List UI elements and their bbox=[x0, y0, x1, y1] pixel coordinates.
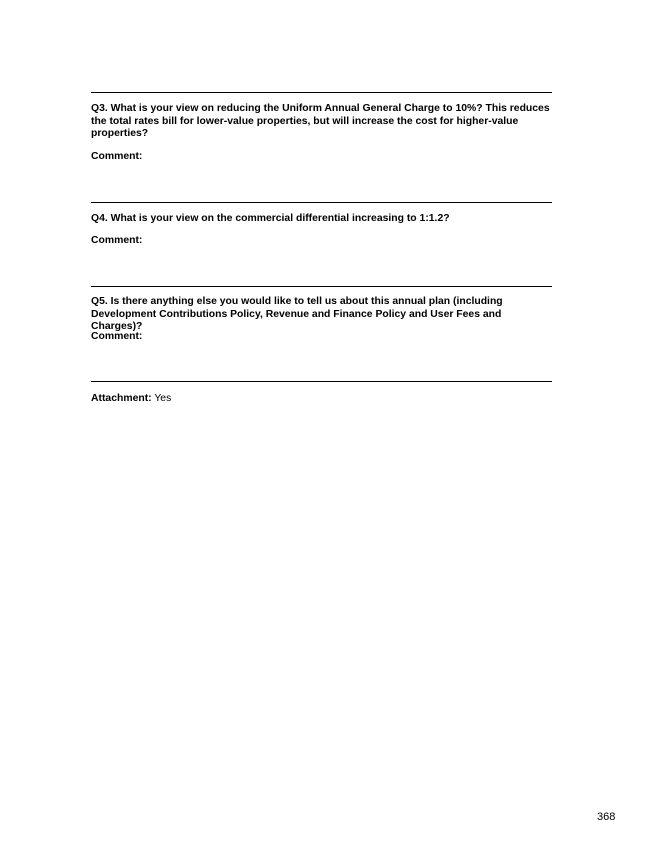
attachment-value: Yes bbox=[154, 393, 172, 404]
question-q4: Q4. What is your view on the commercial differential increasing to 1:1.2? bbox=[91, 213, 450, 224]
comment-label-q5: Comment: bbox=[91, 331, 143, 342]
question-q3: Q3. What is your view on reducing the Uniform Annual General Charge to 10%? This reduces the total rates bill for lower-value properties, but will increase the cost for higher-value properties? bbox=[91, 103, 550, 140]
page-number: 368 bbox=[597, 811, 616, 823]
comment-label-q3: Comment: bbox=[91, 151, 143, 162]
attachment-line bbox=[91, 393, 171, 406]
attachment-label: Attachment: bbox=[91, 393, 152, 404]
question-q5: Q5. Is there anything else you would like to tell us about this annual plan (including Development Contributions Policy, Revenue and Finance Policy and User Fees and Charges)? bbox=[91, 296, 503, 333]
divider-line bbox=[91, 381, 552, 382]
divider-line bbox=[91, 202, 552, 203]
divider-line bbox=[91, 286, 552, 287]
divider-line bbox=[91, 92, 552, 93]
comment-label-q4: Comment: bbox=[91, 235, 143, 246]
